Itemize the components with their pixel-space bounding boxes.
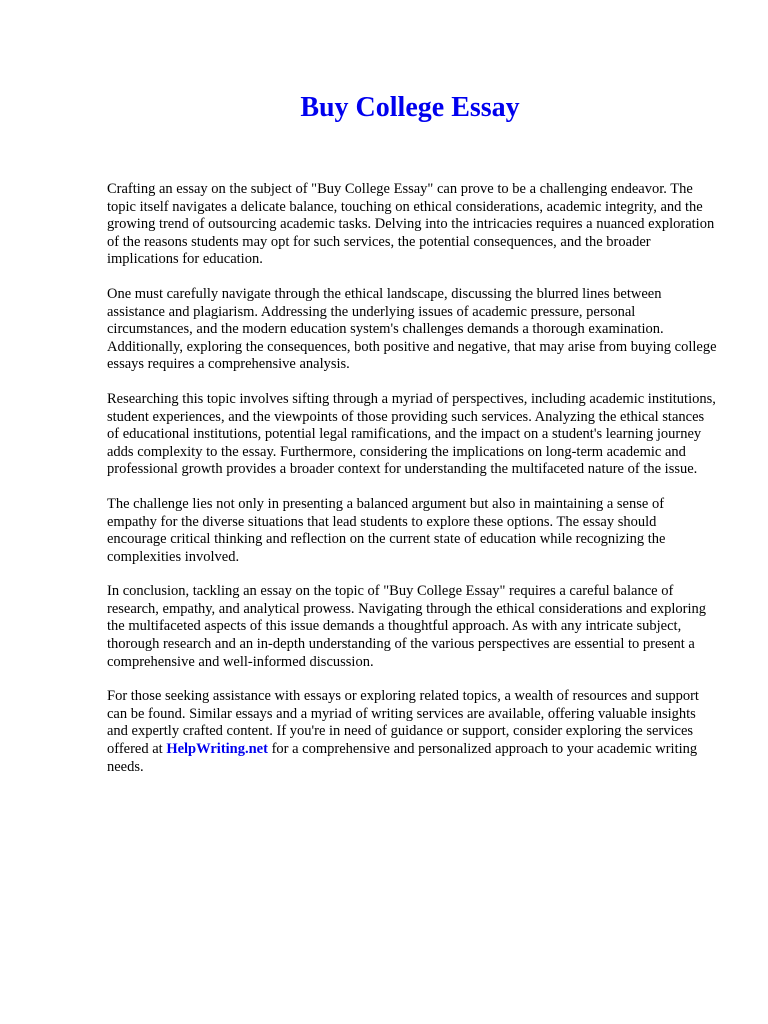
paragraph-6-closing — [107, 688, 717, 776]
paragraph-2: One must carefully navigate through the ethical landscape, discussing the blurred lines between assistance and plagiarism. Addressing the underlying issues of academic pressure, personal circumstances, and the modern education system's challenges demands a thorough examination. Additionally, exploring the consequences, both positive and negative, that may arise from buying college essays requires a comprehensive analysis. — [107, 285, 717, 373]
helpwriting-link[interactable]: HelpWriting.net — [166, 741, 268, 758]
paragraph-4: The challenge lies not only in presenting a balanced argument but also in maintaining a sense of empathy for the diverse situations that lead students to explore these options. The essay should encourage critical thinking and reflection on the current state of education while recognizing the complexities involved. — [107, 495, 666, 565]
closing-text-before-link: For those seeking assistance with essays or exploring related topics, a wealth of resources and support can be found. Similar essays and a myriad of writing services are available, offering valuable insights and expertly crafted content. If you're in need of guidance or support, consider exploring the services offered at — [107, 688, 699, 758]
closing-text-after-link: for a comprehensive and personalized approach to your academic writing needs. — [107, 741, 698, 775]
document-body — [107, 181, 717, 793]
paragraph-3: Researching this topic involves sifting through a myriad of perspectives, including academic institutions, student experiences, and the viewpoints of those providing such services. Analyzing the ethical stances of educational institutions, potential legal ramifications, and the impact on a student's learning journey adds complexity to the essay. Furthermore, considering the implications on long-term academic and professional growth provides a broader context for understanding the multifaceted nature of the issue. — [107, 390, 716, 478]
paragraph-5: In conclusion, tackling an essay on the topic of "Buy College Essay" requires a careful balance of research, empathy, and analytical prowess. Navigating through the ethical considerations and exploring the multifaceted aspects of this issue demands a thoughtful approach. As with any intricate subject, thorough research and an in-depth understanding of the various perspectives are essential to present a comprehensive and well-informed discussion. — [107, 583, 707, 670]
paragraph-1: Crafting an essay on the subject of "Buy College Essay" can prove to be a challenging endeavor. The topic itself navigates a delicate balance, touching on ethical considerations, academic integrity, and the growing trend of outsourcing academic tasks. Delving into the intricacies requires a nuanced exploration of the reasons students may opt for such services, the potential consequences, and the broader implications for education. — [107, 181, 715, 268]
document-title: Buy College Essay — [300, 92, 520, 123]
